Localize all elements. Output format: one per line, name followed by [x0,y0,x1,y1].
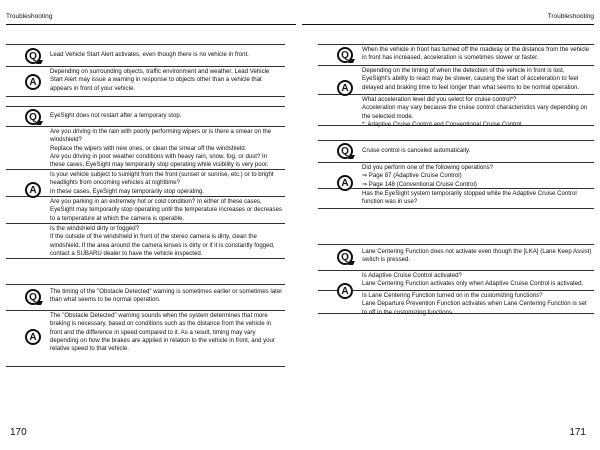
question-text: Lead Vehicle Start Alert activates, even though there is no vehicle in front. [50,51,249,58]
page-number: 171 [569,427,586,438]
answer-text: Depending on the timing of when the detection of the vehicle in front is lost, EyeSight's ability to react may be slower, causing the start of acceleration to feel delayed and braking time to feel longer than what seems to be normal operation. [362,67,580,91]
question-text: Lane Centering Function does not activate even though the [LKA] (Lane Keep Assist) switch is pressed. [362,248,592,264]
answer-text: Is Lane Centering Function turned on in the customizing functions? Lane Departure Prevention Function activates when Lane Centering Function is set to off in the customizing functions. [362,292,587,316]
answer-icon: A [337,175,353,191]
answer-text: Are you driving in the rain with poorly performing wipers or is there a smear on the windshield? Replace the wipers with new ones, or clean the smear off the windshield. Are you driving in poor weather conditions with heavy rain, snow, fog, or dust? In these cases, EyeSight may temporarily stop operating while visibility is very poor. [50,128,272,169]
question-row [318,141,594,163]
answer-text: Did you perform one of the following operations? ⇒ Page 87 (Adaptive Cruise Control) ⇒ Page 148 (Conventional Cruise Control) [362,164,494,188]
answer-text: Has the EyeSight system temporarily stopped while the Adaptive Cruise Control function was in use? [362,190,577,206]
answer-icon: A [25,182,41,198]
qa-block [318,44,594,126]
qa-block [6,106,285,259]
answer-text: Depending on surrounding objects, traffic environment and weather, Lead Vehicle Start Alert may issue a warning in response to objects other than a vehicle that appears in front of your vehicle. [50,68,270,92]
question-icon: Q [25,48,41,64]
answer-row [6,197,285,224]
question-icon: Q [25,109,41,125]
question-row [6,45,285,67]
answer-row [318,189,594,209]
answer-text: Is the windshield dirty or fogged? If the outside of the windshield in front of the stereo camera is dirty, clean the windshield. If the area around the camera lenses is dirty or if it is constantly fogged, contact a SUBARU dealer to have the vehicle inspected. [50,225,275,257]
question-row [318,245,594,271]
question-row [318,45,594,66]
qa-block [6,284,285,367]
answer-row [6,170,285,197]
right-page [300,0,600,450]
qa-block [318,244,594,314]
header-rule [6,24,296,25]
answer-icon: A [25,329,41,345]
running-header: Troubleshooting [6,13,53,20]
answer-icon: A [337,80,353,96]
question-icon: Q [337,249,353,265]
header-rule [302,24,594,25]
answer-row [318,271,594,291]
running-header: Troubleshooting [547,13,594,20]
question-icon: Q [337,47,353,63]
question-icon: Q [25,289,41,305]
answer-text: Is your vehicle subject to sunlight from the front (sunset or sunrise, etc.) or to bright headlights from oncoming vehicles at nighttime? In these cases, EyeSight may temporarily stop operating. [50,171,274,195]
qa-block [6,44,285,97]
question-text: EyeSight does not restart after a temporary stop. [50,112,182,119]
question-icon: Q [337,143,353,159]
answer-text: Is Adaptive Cruise Control activated? Lane Centering Function activates only when Adaptive Cruise Control is activated. [362,272,584,288]
question-text: Cruise control is canceled automatically. [362,147,471,154]
answer-text: What acceleration level did you select for cruise control*? Acceleration may vary because the cruise control characteristics vary depending on the selected mode. *: Adaptive Cruise Control and Conventional Cruise Control [362,96,588,128]
answer-row [318,163,594,189]
answer-row [318,285,594,316]
question-text: The timing of the "Obstacle Detected" warning is sometimes earlier or sometimes later than what seems to be normal operation. [50,288,283,304]
answer-row [6,311,285,367]
answer-row [6,224,285,259]
question-row [6,285,285,311]
answer-icon: A [25,74,41,90]
answer-text: Are you parking in an extremely hot or cold condition? In either of these cases, EyeSight may temporarily stop operating until the temperature increases or decreases to a temperature at which the camera is operable. [50,198,283,222]
answer-row [6,67,285,97]
answer-row [318,95,594,126]
qa-block [318,140,594,209]
answer-text: The "Obstacle Detected" warning sounds when the system determines that more braking is necessary, based on conditions such as the distance from the vehicle in front and the difference in speed compared to it. As a result, timing may vary depending on how the brakes are applied in relation to the vehicle in front, and your relative speed to that vehicle. [50,312,275,353]
page-number: 170 [10,427,27,438]
answer-row [6,127,285,170]
question-row [6,107,285,127]
question-text: When the vehicle in front has turned off the roadway or the distance from the vehicle in front has increased, acceleration is sometimes slower or faster. [362,46,590,62]
answer-row [318,66,594,95]
answer-icon: A [337,283,353,299]
